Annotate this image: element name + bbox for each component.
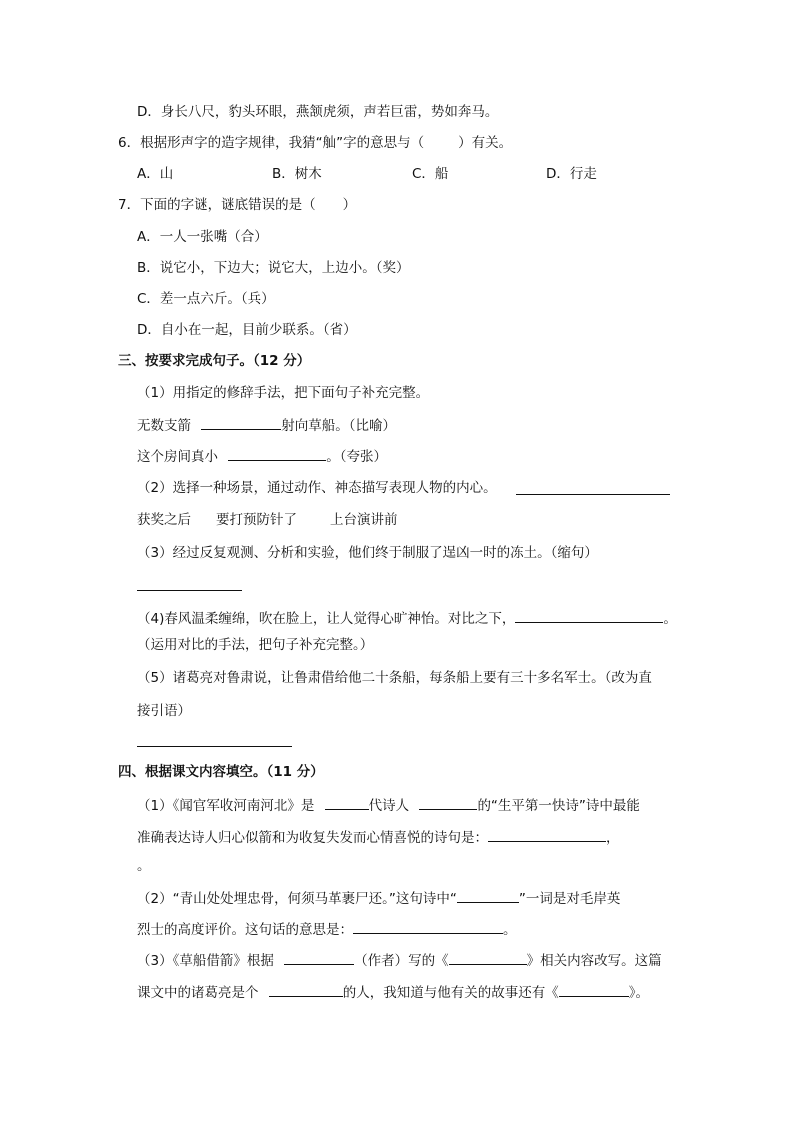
q7-option-b[interactable]: B．说它小，下边大；说它大，上边小。（奖） xyxy=(137,260,410,276)
q5-option-d: D．身长八尺，豹头环眼，燕颔虎须，声若巨雷，势如奔马。 xyxy=(137,104,499,120)
simile-prefix: 无数支箭 xyxy=(137,418,191,434)
q3-book-blank[interactable] xyxy=(449,950,527,965)
q2-instruction-text: （2）选择一种场景，通过动作、神态描写表现人物的内心。 xyxy=(137,480,497,496)
q1-text-d: 准确表达诗人归心似箭和为收复失发而心情喜悦的诗句是： xyxy=(137,830,488,846)
q6-stem xyxy=(118,134,512,152)
q4-text: （4)春风温柔缠绵，吹在脸上，让人觉得心旷神怡。对比之下， xyxy=(137,611,516,627)
q3-story-blank[interactable] xyxy=(559,982,629,997)
q3-text-b: （作者）写的《 xyxy=(354,953,449,969)
sec4-q3-line1 xyxy=(137,950,662,970)
q2-text-d: 。 xyxy=(503,922,517,938)
sec3-q3-instruction: （3）经过反复观测、分析和实验，他们终于制服了逞凶一时的冻土。（缩句） xyxy=(137,545,598,561)
sec4-q2-line2 xyxy=(137,919,517,939)
q3-author-blank[interactable] xyxy=(284,950,354,965)
sec3-q5-line2: 接引语） xyxy=(137,703,191,719)
simile-suffix: 射向草船。（比喻） xyxy=(281,418,397,434)
q6-option-c[interactable]: C．船 xyxy=(412,166,449,182)
simile-blank[interactable] xyxy=(201,415,281,430)
q7-option-a[interactable]: A．一人一张嘴（合） xyxy=(137,229,268,245)
sec4-q1-line1 xyxy=(137,795,640,815)
q6-stem-text: 6．根据形声字的造字规律，我猜“舢”字的意思与（ xyxy=(118,135,425,151)
scene-option-2: 要打预防针了 xyxy=(216,512,297,528)
q3-text-d: 课文中的诸葛亮是个 xyxy=(137,985,259,1001)
sec4-q3-line2 xyxy=(137,982,649,1002)
sec4-q1-line2 xyxy=(137,827,620,847)
sec3-q1-simile xyxy=(137,415,396,435)
q1-text-b: 代诗人 xyxy=(368,798,410,814)
scene-option-3: 上台演讲前 xyxy=(330,512,398,528)
q6-option-a[interactable]: A．山 xyxy=(137,166,174,182)
q4-blank[interactable] xyxy=(515,608,663,623)
sec3-q4-sentence xyxy=(137,608,677,628)
sec3-q3-blank[interactable] xyxy=(137,576,242,591)
q2-text-c: 烈士的高度评价。这句话的意思是： xyxy=(137,922,353,938)
q1-text-c: 的“生平第一快诗”诗中最能 xyxy=(477,798,640,814)
q6-stem-end: ）有关。 xyxy=(458,135,513,151)
q3-text-e: 的人，我知道与他有关的故事还有《 xyxy=(342,985,559,1001)
q3-trait-blank[interactable] xyxy=(269,982,343,997)
q1-verse-blank[interactable] xyxy=(488,827,606,842)
sec4-q1-line3: 。 xyxy=(137,858,151,874)
q1-text-e: ， xyxy=(606,830,620,846)
section-3-title: 三、按要求完成句子。（12 分） xyxy=(118,353,311,369)
hyperbole-blank[interactable] xyxy=(228,446,326,461)
sec3-q1-hyperbole xyxy=(137,446,387,466)
sec3-q5-line1: （5）诸葛亮对鲁肃说，让鲁肃借给他二十条船，每条船上要有三十多名军士。（改为直 xyxy=(137,670,652,686)
q7-option-c[interactable]: C．差一点六斤。（兵） xyxy=(137,291,275,307)
q6-option-b[interactable]: B．树木 xyxy=(272,166,322,182)
sec3-q2-instruction xyxy=(137,479,497,497)
sec3-q5-blank[interactable] xyxy=(137,732,292,747)
q2-text-b: ”一词是对毛岸英 xyxy=(518,891,621,907)
hyperbole-prefix: 这个房间真小 xyxy=(137,449,218,465)
q2-word-blank[interactable] xyxy=(457,888,519,903)
q2-text-a: （2）“青山处处埋忠骨，何须马革裹尸还。”这句诗中“ xyxy=(137,891,457,907)
q4-end: 。 xyxy=(663,611,677,627)
sec3-q1-instruction: （1）用指定的修辞手法，把下面句子补充完整。 xyxy=(137,385,430,401)
sec4-q2-line1 xyxy=(137,888,620,908)
sec3-q2-blank[interactable] xyxy=(516,480,670,495)
q1-dynasty-blank[interactable] xyxy=(325,795,369,810)
q3-text-f: 》。 xyxy=(628,985,650,1001)
hyperbole-suffix: 。（夸张） xyxy=(326,449,388,465)
q3-text-c: 》相关内容改写。这篇 xyxy=(526,953,662,969)
q1-text-a: （1）《闻官军收河南河北》是 xyxy=(137,798,315,814)
q7-stem: 7．下面的字谜，谜底错误的是（ ） xyxy=(118,197,357,213)
q3-text-a: （3）《草船借箭》根据 xyxy=(137,953,274,969)
section-4-title: 四、根据课文内容填空。（11 分） xyxy=(118,764,324,780)
q6-option-d[interactable]: D．行走 xyxy=(546,166,597,182)
scene-option-1: 获奖之后 xyxy=(137,512,191,528)
q2-meaning-blank[interactable] xyxy=(353,919,503,934)
sec3-q4-hint: （运用对比的手法，把句子补充完整。） xyxy=(137,637,374,653)
q7-option-d[interactable]: D．自小在一起，目前少联系。（省） xyxy=(137,322,357,338)
q1-poet-blank[interactable] xyxy=(419,795,477,810)
